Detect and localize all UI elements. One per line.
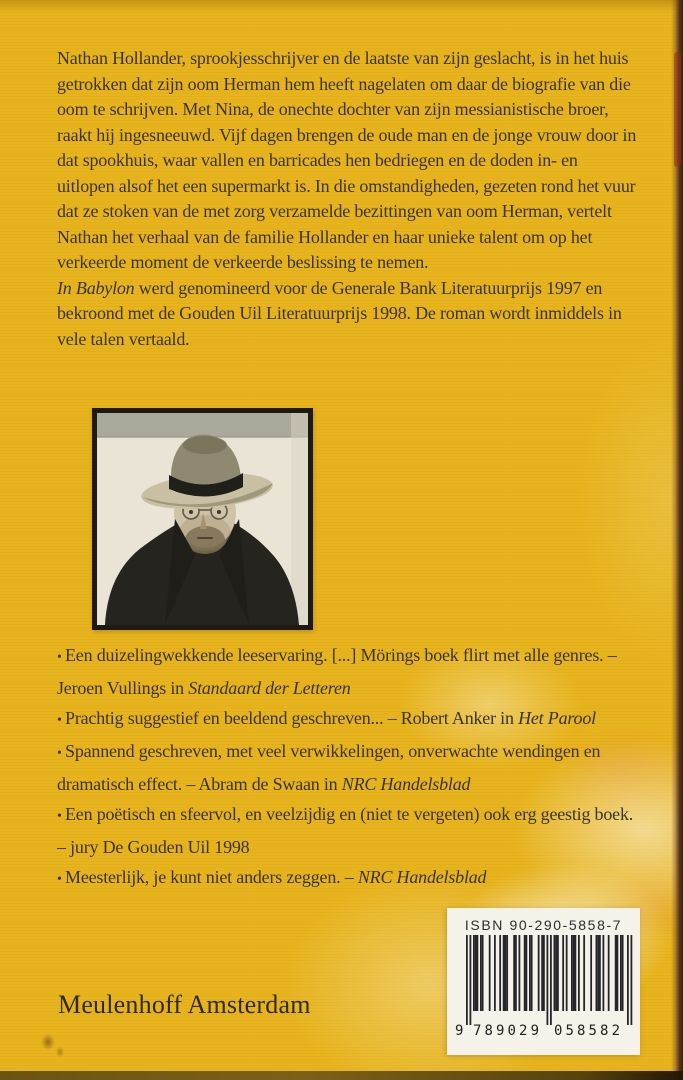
barcode-bar — [553, 935, 555, 1011]
bullet-dot: • — [57, 650, 66, 665]
barcode-bar — [504, 935, 506, 1011]
barcode-bar — [481, 935, 483, 1011]
barcode-bar — [494, 935, 496, 1011]
barcode-bar — [530, 935, 532, 1011]
barcode-bar — [597, 935, 599, 1011]
author-photo-illustration — [97, 413, 308, 625]
barcode-bar — [466, 935, 468, 1025]
review-attribution: – Abram de Swaan in — [186, 774, 342, 794]
review-quote: Prachtig suggestief en beeldend geschreven... — [65, 708, 388, 728]
barcode-bar — [616, 935, 618, 1011]
barcode-bar — [621, 935, 623, 1011]
blurb-paragraph-1: Nathan Hollander, sprookjesschrijver en de laatste van zijn geslacht, is in het huis getrokken dat zijn oom Herman hem heeft nagelaten om daar de biografie van die oom te schrijven. Met Nina, de onechte dochter van zijn messianistische broer, raakt hij ingesneeuwd. Vijf dagen brengen de oude man en de jonge vrouw door in dat spookhuis, waar vallen en barricades hen bedriegen en de doden in- en uitlopen alsof het een supermarkt is. In die omstandigheden, gezeten rond het vuur dat ze stoken van de met zorg verzamelde bezittingen van oom Herman, vertelt Nathan het verhaal van de familie Hollander en haar unieke talent om op het verkeerde moment de verkeerde beslissing te nemen. — [57, 48, 637, 272]
barcode-bar — [630, 935, 632, 1025]
barcode-digits: 789029 — [472, 1023, 539, 1039]
barcode-bar — [550, 935, 552, 1025]
isbn-box — [447, 908, 640, 1055]
bullet-dot: • — [57, 713, 66, 728]
barcode-digits: 9 — [454, 1023, 463, 1039]
barcode-bar — [502, 935, 504, 1011]
review-item — [57, 862, 643, 895]
barcode-bar — [574, 935, 576, 1011]
barcode-bar — [488, 935, 490, 1011]
barcode-bar — [476, 935, 478, 1011]
review-attribution: – jury De Gouden Uil 1998 — [57, 837, 250, 857]
barcode-bar — [515, 935, 517, 1011]
publisher-name: Meulenhoff Amsterdam — [58, 990, 311, 1019]
bullet-dot: • — [57, 872, 66, 887]
review-quote: Een poëtisch en sfeervol, en veelzijdig en (niet te vergeten) ook erg geestig boek. — [65, 804, 634, 824]
barcode-bar — [595, 935, 597, 1011]
barcode-bar — [607, 935, 609, 1011]
barcode — [447, 933, 640, 1044]
bullet-dot: • — [57, 809, 66, 824]
barcode-bar — [627, 935, 629, 1025]
review-item — [57, 640, 643, 703]
barcode-digits: 058582 — [553, 1023, 620, 1039]
barcode-bar — [473, 935, 475, 1011]
barcode-bar — [525, 935, 527, 1011]
barcode-bar — [590, 935, 592, 1011]
cover-bottom-edge — [0, 1071, 683, 1080]
barcode-bar — [480, 935, 482, 1011]
barcode-bar — [518, 935, 520, 1011]
barcode-bar — [572, 935, 574, 1011]
review-source: Het Parool — [518, 708, 596, 728]
review-source: Standaard der Letteren — [188, 678, 351, 698]
review-attribution: – — [344, 867, 358, 887]
author-photo — [92, 408, 313, 630]
barcode-bar — [562, 935, 564, 1011]
barcode-bar — [543, 935, 545, 1011]
reviews-list — [57, 640, 643, 895]
ink-smudge — [36, 1032, 70, 1062]
barcode-bar — [578, 935, 580, 1011]
barcode-bar — [620, 935, 622, 1011]
barcode-bar — [599, 935, 601, 1011]
barcode-bar — [506, 935, 508, 1011]
review-quote: Spannend geschreven, met veel verwikkelingen, onverwachte wendingen en dramatisch effect. — [57, 741, 601, 794]
barcode-bar — [513, 935, 515, 1011]
blurb-text — [57, 46, 637, 352]
review-quote: Een duizelingwekkende leeservaring. [...] Mörings boek flirt met alle genres. — [65, 645, 608, 665]
barcode-bar — [583, 935, 585, 1011]
review-source: NRC Handelsblad — [357, 867, 487, 887]
barcode-bar — [614, 935, 616, 1011]
bullet-dot: • — [57, 746, 66, 761]
isbn-label: ISBN 90-290-5858-7 — [464, 917, 623, 933]
book-title-italic: In Babylon — [57, 277, 135, 298]
review-item — [57, 799, 643, 862]
review-item — [57, 736, 643, 799]
barcode-bar — [541, 935, 543, 1011]
review-quote: Meesterlijk, je kunt niet anders zeggen. — [65, 867, 345, 887]
cover-right-edge-red-tint — [674, 52, 681, 167]
barcode-bar — [499, 935, 501, 1011]
barcode-bar — [469, 935, 471, 1025]
barcode-bar — [523, 935, 525, 1011]
barcode-bar — [529, 935, 531, 1011]
barcode-bar — [546, 935, 548, 1025]
barcode-bar — [557, 935, 559, 1011]
barcode-bar — [571, 935, 573, 1011]
blurb-paragraph-2-rest: werd genomineerd voor de Generale Bank Literatuurprijs 1997 en bekroond met de Gouden Uil Literatuurprijs 1998. De roman wordt inmiddels in vele talen vertaald. — [57, 277, 622, 349]
blurb-paragraph-2 — [57, 276, 637, 353]
barcode-svg — [454, 933, 634, 1039]
barcode-bar — [602, 935, 604, 1011]
review-item — [57, 703, 643, 736]
review-source: NRC Handelsblad — [341, 774, 471, 794]
barcode-bar — [537, 935, 539, 1011]
barcode-bar — [555, 935, 557, 1011]
review-attribution: – Jeroen Vullings in — [57, 645, 617, 698]
review-attribution: – Robert Anker in — [387, 708, 519, 728]
barcode-bar — [565, 935, 567, 1011]
barcode-bar — [474, 935, 476, 1011]
